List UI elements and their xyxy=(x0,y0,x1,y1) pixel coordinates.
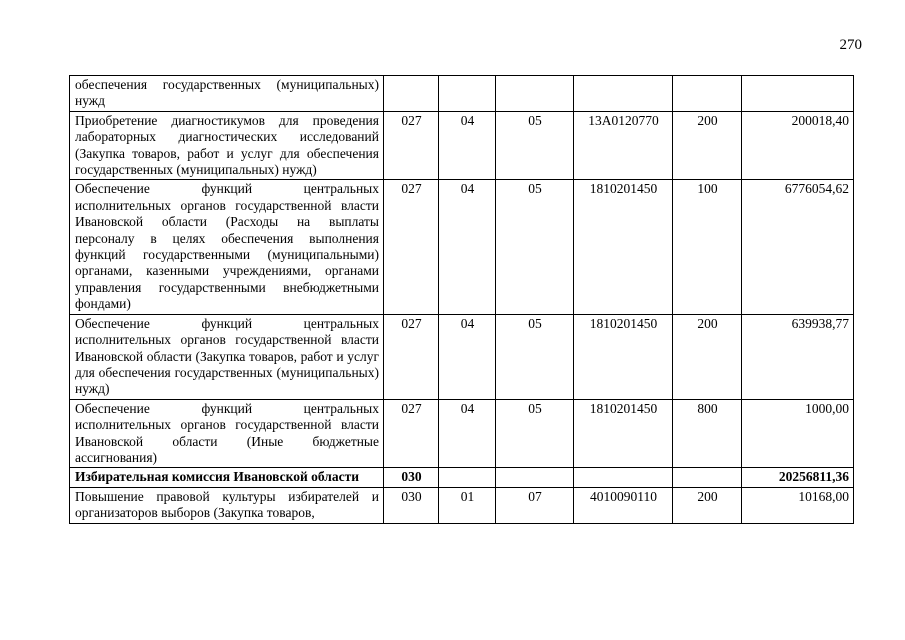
row-name-cell: обеспечения государственных (муниципальных) нужд xyxy=(70,76,384,112)
subsection-cell xyxy=(496,468,574,487)
subsection-cell: 05 xyxy=(496,111,574,180)
subsection-cell: 05 xyxy=(496,314,574,399)
table-row xyxy=(70,399,854,468)
section-cell xyxy=(439,468,496,487)
ved-cell: 027 xyxy=(384,111,439,180)
expense-type-cell: 800 xyxy=(673,399,742,468)
row-name-cell: Повышение правовой культуры избирателей и организаторов выборов (Закупка товаров, xyxy=(70,487,384,523)
row-name-cell: Обеспечение функций центральных исполнительных органов государственной власти Ивановской области (Расходы на выплаты персоналу в целях обеспечения выполнения функций государственными (муниципальными) органами, казенными учреждениями, органами управления государственными внебюджетными фондами) xyxy=(70,180,384,314)
ved-cell: 027 xyxy=(384,180,439,314)
target-article-cell: 1810201450 xyxy=(574,314,673,399)
table-row xyxy=(70,111,854,180)
target-article-cell: 13А0120770 xyxy=(574,111,673,180)
target-article-cell: 4010090110 xyxy=(574,487,673,523)
expense-type-cell xyxy=(673,468,742,487)
page-number: 270 xyxy=(839,37,862,53)
row-name-cell: Приобретение диагностикумов для проведения лабораторных диагностических исследований (Закупка товаров, работ и услуг для обеспечения государственных (муниципальных) нужд) xyxy=(70,111,384,180)
ved-cell: 030 xyxy=(384,468,439,487)
ved-cell: 027 xyxy=(384,314,439,399)
section-cell: 01 xyxy=(439,487,496,523)
subsection-cell: 05 xyxy=(496,180,574,314)
section-cell: 04 xyxy=(439,180,496,314)
ved-cell: 030 xyxy=(384,487,439,523)
table-row xyxy=(70,487,854,523)
expense-type-cell: 100 xyxy=(673,180,742,314)
target-article-cell xyxy=(574,468,673,487)
target-article-cell: 1810201450 xyxy=(574,399,673,468)
subsection-cell: 07 xyxy=(496,487,574,523)
section-cell: 04 xyxy=(439,111,496,180)
amount-cell: 639938,77 xyxy=(742,314,854,399)
table-row xyxy=(70,180,854,314)
amount-cell: 6776054,62 xyxy=(742,180,854,314)
table-row xyxy=(70,314,854,399)
section-cell: 04 xyxy=(439,314,496,399)
table-row-department xyxy=(70,468,854,487)
expense-type-cell: 200 xyxy=(673,111,742,180)
ved-cell xyxy=(384,76,439,112)
amount-cell: 10168,00 xyxy=(742,487,854,523)
amount-cell: 200018,40 xyxy=(742,111,854,180)
expense-type-cell: 200 xyxy=(673,314,742,399)
amount-cell: 20256811,36 xyxy=(742,468,854,487)
row-name-cell: Обеспечение функций центральных исполнительных органов государственной власти Ивановской области (Иные бюджетные ассигнования) xyxy=(70,399,384,468)
expense-type-cell: 200 xyxy=(673,487,742,523)
row-name-cell: Избирательная комиссия Ивановской области xyxy=(70,468,384,487)
budget-table xyxy=(69,75,854,524)
row-name-cell: Обеспечение функций центральных исполнительных органов государственной власти Ивановской области (Закупка товаров, работ и услуг для обеспечения государственных (муниципальных) нужд) xyxy=(70,314,384,399)
section-cell: 04 xyxy=(439,399,496,468)
amount-cell: 1000,00 xyxy=(742,399,854,468)
subsection-cell xyxy=(496,76,574,112)
amount-cell xyxy=(742,76,854,112)
table-row xyxy=(70,76,854,112)
subsection-cell: 05 xyxy=(496,399,574,468)
ved-cell: 027 xyxy=(384,399,439,468)
target-article-cell: 1810201450 xyxy=(574,180,673,314)
expense-type-cell xyxy=(673,76,742,112)
target-article-cell xyxy=(574,76,673,112)
section-cell xyxy=(439,76,496,112)
